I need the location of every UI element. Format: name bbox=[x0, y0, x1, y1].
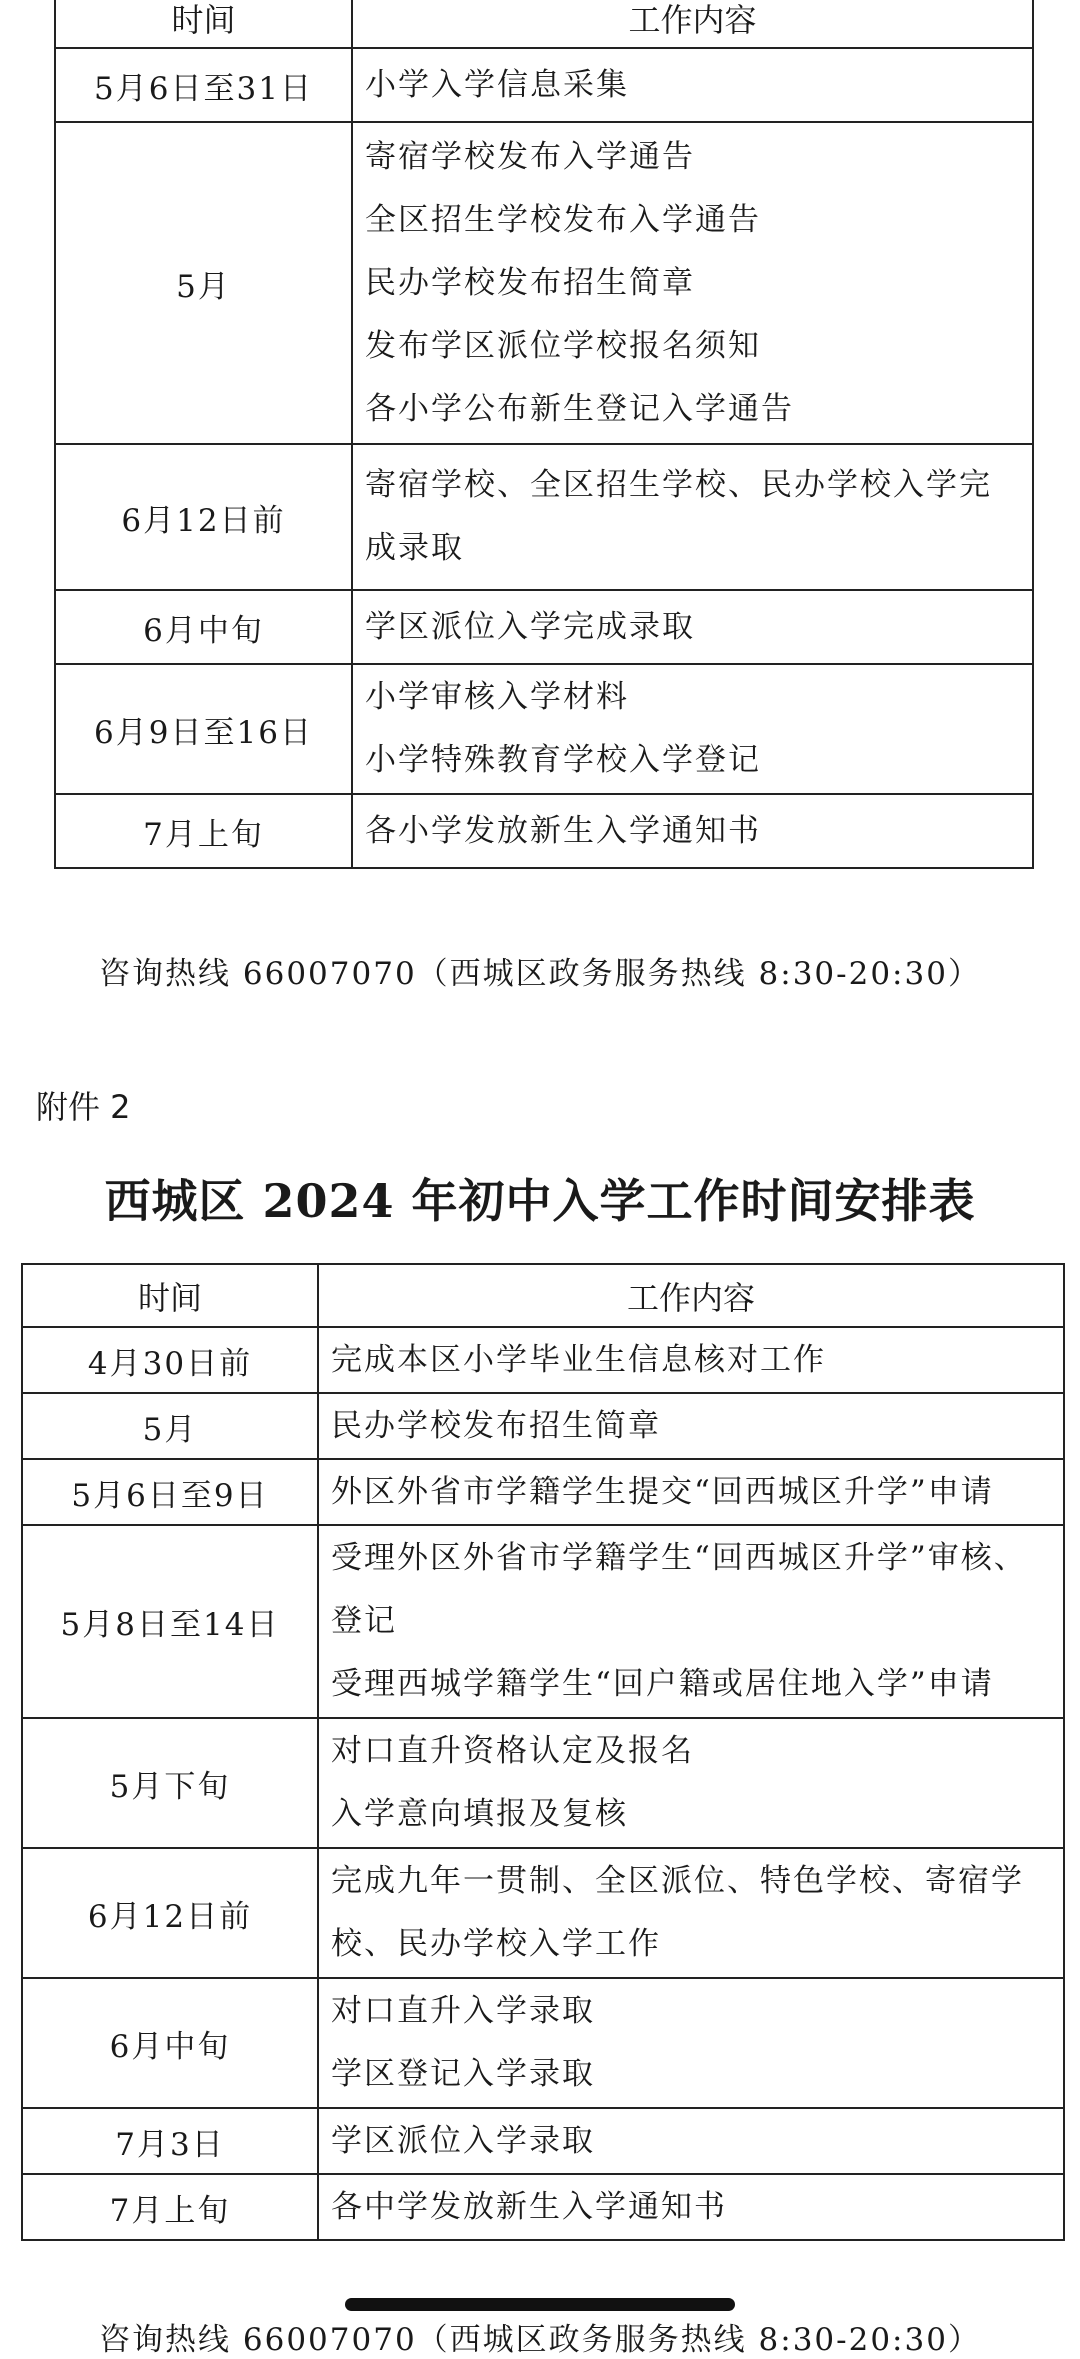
row-time: 5月 bbox=[55, 122, 352, 444]
table-row bbox=[22, 1393, 1064, 1459]
content-line: 完成本区小学毕业生信息核对工作 bbox=[331, 1341, 826, 1378]
table-row bbox=[55, 122, 1033, 444]
table-row bbox=[55, 444, 1033, 590]
row-time: 5月6日至9日 bbox=[22, 1459, 318, 1525]
row-time: 7月上旬 bbox=[22, 2174, 318, 2240]
row-content bbox=[318, 1848, 1064, 1978]
row-time: 6月9日至16日 bbox=[55, 664, 352, 794]
row-time: 6月12日前 bbox=[55, 444, 352, 590]
table-row bbox=[22, 1327, 1064, 1393]
page-title: 西城区 2024 年初中入学工作时间安排表 bbox=[104, 1174, 976, 1228]
content-line: 对口直升资格认定及报名 bbox=[331, 1733, 694, 1769]
content-line: 全区招生学校发布入学通告 bbox=[365, 201, 761, 238]
row-content bbox=[318, 1459, 1064, 1525]
row-time: 5月下旬 bbox=[22, 1718, 318, 1848]
table-row bbox=[55, 48, 1033, 122]
row-time: 6月中旬 bbox=[55, 590, 352, 664]
header-content: 工作内容 bbox=[318, 1264, 1064, 1327]
primary-school-schedule-table bbox=[54, 0, 1034, 869]
content-line: 校、民办学校入学工作 bbox=[331, 1926, 661, 1962]
table-header-row bbox=[55, 0, 1033, 48]
content-line: 寄宿学校发布入学通告 bbox=[365, 138, 695, 175]
row-content bbox=[352, 444, 1033, 590]
row-content bbox=[352, 122, 1033, 444]
hotline-text-bottom: 咨询热线 66007070（西城区政务服务热线 8:30-20:30） bbox=[99, 2322, 981, 2358]
row-time: 5月 bbox=[22, 1393, 318, 1459]
table-row bbox=[22, 1459, 1064, 1525]
content-line: 学区登记入学录取 bbox=[331, 2056, 595, 2092]
content-line: 学区派位入学录取 bbox=[331, 2122, 595, 2159]
row-time: 7月3日 bbox=[22, 2108, 318, 2174]
header-time: 时间 bbox=[55, 0, 352, 48]
row-content bbox=[318, 1393, 1064, 1459]
content-line: 发布学区派位学校报名须知 bbox=[365, 327, 761, 364]
row-content bbox=[352, 664, 1033, 794]
row-content bbox=[318, 1525, 1064, 1718]
row-content bbox=[318, 1978, 1064, 2108]
row-time: 4月30日前 bbox=[22, 1327, 318, 1393]
content-line: 各小学公布新生登记入学通告 bbox=[365, 390, 794, 427]
row-content bbox=[352, 48, 1033, 122]
content-line: 民办学校发布招生简章 bbox=[365, 264, 695, 301]
content-line: 登记 bbox=[331, 1603, 397, 1639]
table-row bbox=[22, 1525, 1064, 1718]
content-line: 小学审核入学材料 bbox=[365, 679, 629, 715]
content-line: 受理西城学籍学生“回户籍或居住地入学”申请 bbox=[331, 1666, 994, 1702]
row-content bbox=[352, 794, 1033, 868]
middle-school-schedule-table bbox=[21, 1263, 1065, 2241]
attachment-label: 附件 2 bbox=[36, 1088, 131, 1126]
row-content bbox=[318, 1327, 1064, 1393]
content-line: 小学特殊教育学校入学登记 bbox=[365, 742, 761, 778]
table-row bbox=[22, 2108, 1064, 2174]
table-row bbox=[55, 664, 1033, 794]
content-line: 各中学发放新生入学通知书 bbox=[331, 2188, 727, 2225]
home-indicator-bar[interactable] bbox=[345, 2298, 735, 2311]
header-time: 时间 bbox=[22, 1264, 318, 1327]
row-time: 6月12日前 bbox=[22, 1848, 318, 1978]
content-line: 受理外区外省市学籍学生“回西城区升学”审核、 bbox=[331, 1540, 1027, 1576]
row-content bbox=[352, 590, 1033, 664]
content-line: 学区派位入学完成录取 bbox=[365, 608, 695, 645]
row-time: 5月6日至31日 bbox=[55, 48, 352, 122]
table-row bbox=[22, 1978, 1064, 2108]
table-row bbox=[55, 590, 1033, 664]
header-content: 工作内容 bbox=[352, 0, 1033, 48]
content-line: 民办学校发布招生简章 bbox=[331, 1407, 661, 1444]
content-line: 小学入学信息采集 bbox=[365, 66, 629, 103]
content-line: 完成九年一贯制、全区派位、特色学校、寄宿学 bbox=[331, 1863, 1024, 1899]
row-time: 7月上旬 bbox=[55, 794, 352, 868]
hotline-text: 咨询热线 66007070（西城区政务服务热线 8:30-20:30） bbox=[99, 956, 981, 992]
table-row bbox=[22, 1848, 1064, 1978]
table-header-row bbox=[22, 1264, 1064, 1327]
row-time: 6月中旬 bbox=[22, 1978, 318, 2108]
content-line: 寄宿学校、全区招生学校、民办学校入学完 bbox=[365, 467, 992, 503]
row-content bbox=[318, 1718, 1064, 1848]
content-line: 各小学发放新生入学通知书 bbox=[365, 812, 761, 849]
row-content bbox=[318, 2174, 1064, 2240]
content-line: 外区外省市学籍学生提交“回西城区升学”申请 bbox=[331, 1473, 994, 1510]
table-row bbox=[55, 794, 1033, 868]
content-line: 对口直升入学录取 bbox=[331, 1993, 595, 2029]
row-time: 5月8日至14日 bbox=[22, 1525, 318, 1718]
row-content bbox=[318, 2108, 1064, 2174]
table-row bbox=[22, 2174, 1064, 2240]
content-line: 成录取 bbox=[365, 530, 464, 566]
content-line: 入学意向填报及复核 bbox=[331, 1796, 628, 1832]
table-row bbox=[22, 1718, 1064, 1848]
